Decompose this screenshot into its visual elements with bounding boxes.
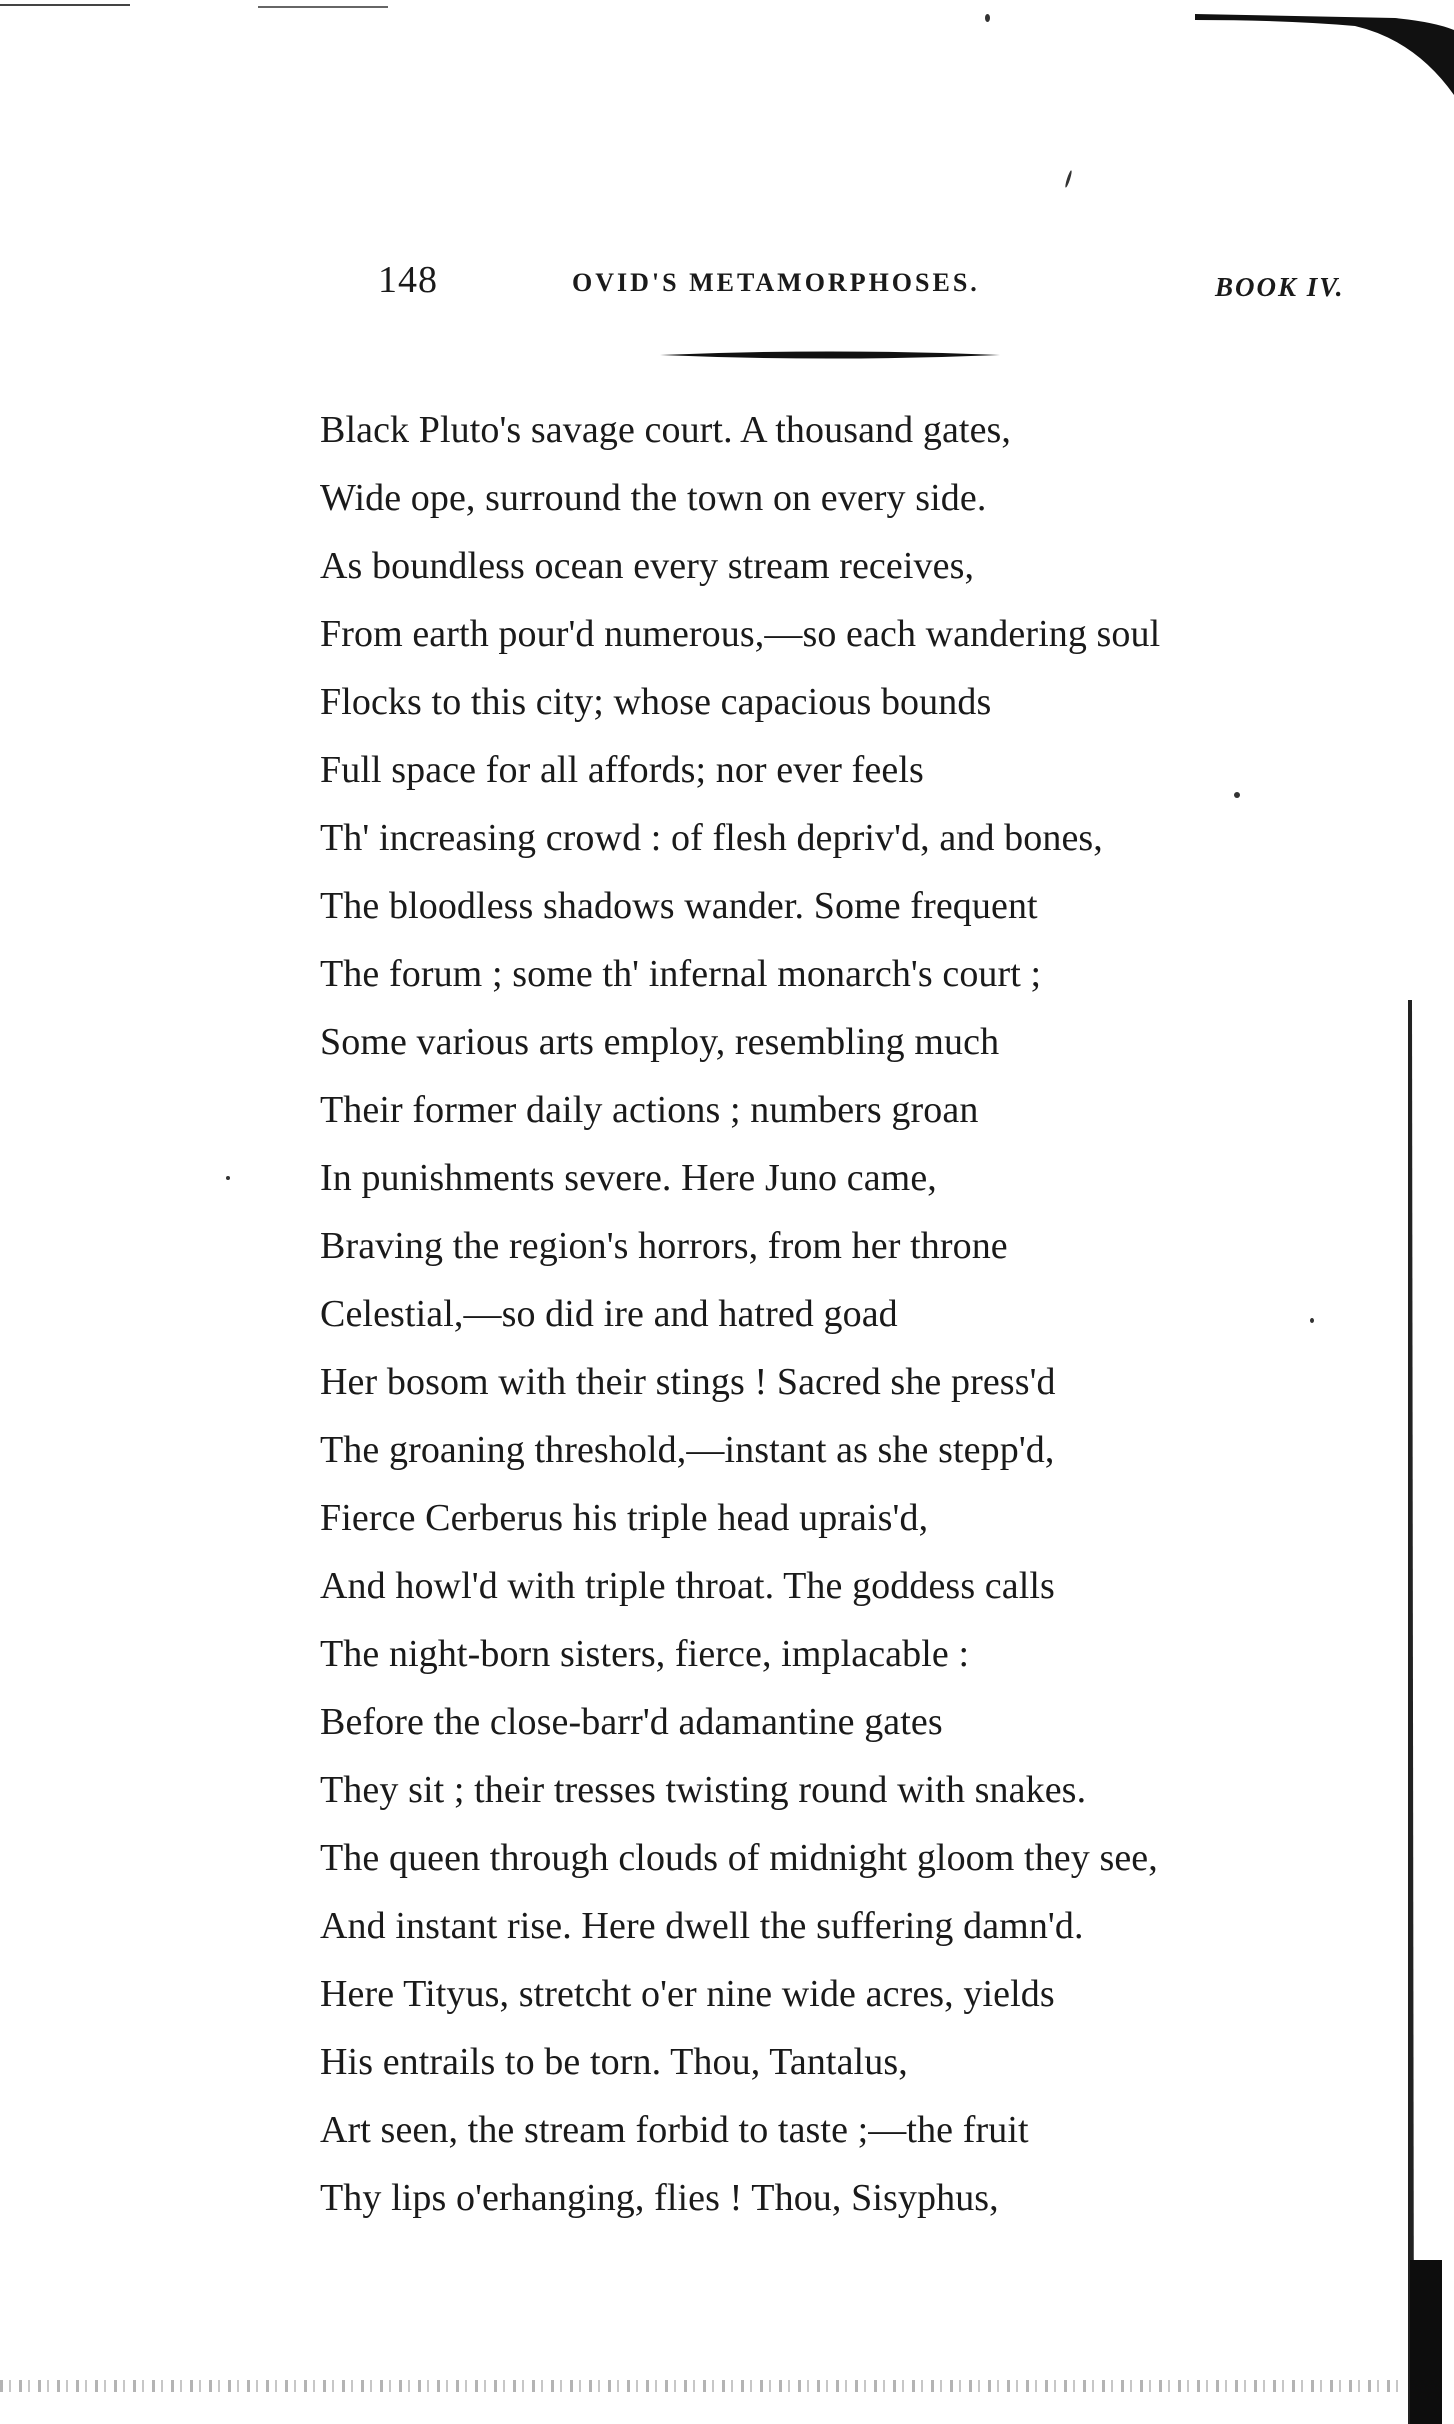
verse-line: Some various arts employ, resembling much: [320, 1021, 1000, 1063]
ink-speck: [985, 14, 990, 22]
verse-line: Black Pluto's savage court. A thousand gates,: [320, 409, 1012, 451]
ink-speck: [226, 1176, 230, 1180]
scan-edge-line: [0, 4, 130, 6]
corner-fold-shadow: [1195, 0, 1454, 95]
verse-line: Here Tityus, stretcht o'er nine wide acres, yields: [320, 1973, 1055, 2015]
verse-line: Fierce Cerberus his triple head uprais'd,: [320, 1497, 929, 1539]
ink-speck: [1064, 170, 1072, 188]
page-number: 148: [378, 259, 438, 301]
verse-line: Wide ope, surround the town on every side.: [320, 477, 987, 519]
verse-line: In punishments severe. Here Juno came,: [320, 1157, 937, 1199]
verse-line: Art seen, the stream forbid to taste ;—the fruit: [320, 2109, 1029, 2151]
verse-line: As boundless ocean every stream receives,: [320, 545, 975, 587]
verse-line: Celestial,—so did ire and hatred goad: [320, 1293, 898, 1335]
verse-line: The queen through clouds of midnight gloom they see,: [320, 1837, 1158, 1879]
verse-line: Thy lips o'erhanging, flies ! Thou, Sisyphus,: [320, 2177, 999, 2219]
verse-line: The groaning threshold,—instant as she stepp'd,: [320, 1429, 1055, 1471]
running-header: [0, 258, 1454, 308]
ornamental-rule: [660, 350, 1000, 360]
verse-line: Flocks to this city; whose capacious bounds: [320, 681, 992, 723]
verse-line: His entrails to be torn. Thou, Tantalus,: [320, 2041, 908, 2083]
verse-line: Their former daily actions ; numbers groan: [320, 1089, 979, 1131]
verse-line: Before the close-barr'd adamantine gates: [320, 1701, 943, 1743]
verse-line: Braving the region's horrors, from her throne: [320, 1225, 1008, 1267]
book-label: BOOK IV.: [1215, 272, 1345, 302]
verse-line: The forum ; some th' infernal monarch's court ;: [320, 953, 1042, 995]
verse-line: They sit ; their tresses twisting round with snakes.: [320, 1769, 1087, 1811]
page-edge-shadow: [1402, 1000, 1454, 2424]
verse-line: The night-born sisters, fierce, implacable :: [320, 1633, 970, 1675]
verse-line: From earth pour'd numerous,—so each wandering soul: [320, 613, 1161, 655]
verse-line: Her bosom with their stings ! Sacred she press'd: [320, 1361, 1056, 1403]
verse-line: And howl'd with triple throat. The goddess calls: [320, 1565, 1055, 1607]
verse-text: [320, 396, 1330, 2232]
verse-line: And instant rise. Here dwell the suffering damn'd.: [320, 1905, 1084, 1947]
scan-edge-line: [258, 6, 388, 8]
verse-line: Th' increasing crowd : of flesh depriv'd, and bones,: [320, 817, 1103, 859]
verse-line: Full space for all affords; nor ever feels: [320, 749, 924, 791]
scan-noise: [0, 2380, 1400, 2392]
verse-line: The bloodless shadows wander. Some frequent: [320, 885, 1038, 927]
running-title: OVID'S METAMORPHOSES.: [572, 268, 980, 297]
